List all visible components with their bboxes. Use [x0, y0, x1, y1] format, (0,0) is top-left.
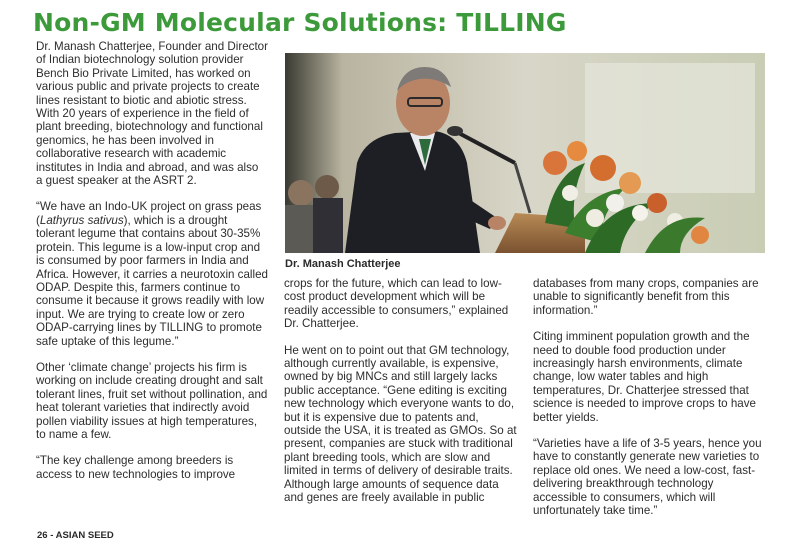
paragraph-continuation: crops for the future, which can lead to low-cost product development which will be readily accessible to consumers,” explained Dr. Chatterjee. [284, 277, 509, 331]
paragraph-quote-project [36, 200, 268, 347]
speaker-photo [285, 53, 765, 253]
quote-text-start: “We have an Indo-UK project on grass peas ( [36, 200, 262, 227]
quote-text-end: ), which is a drought tolerant legume that contains about 30-35% protein. This legume is a low-input crop and is consumed by poor farmers in India and Africa. However, it carries a neurotoxin called ODAP. Despite this, farmers continue to consume it because it grows readily with low input. We are trying to create low or zero ODAP-carrying lines by TILLING to promote safe uptake of this legume.” [36, 213, 268, 348]
paragraph-intro: Dr. Manash Chatterjee, Founder and Director of Indian biotechnology solution provider Bench Bio Private Limited, has worked on various public and private projects to create lines resistant to biotic and abiotic stress. With 20 years of experience in the field of plant breeding, biotechnology and functional genomics, he has been involved in collaborative research with academic institutes in India and abroad, and was also a guest speaker at the ASRT 2. [36, 40, 268, 188]
article-column-1 [36, 40, 268, 494]
page-footer [37, 530, 114, 541]
paragraph-databases: databases from many crops, companies are unable to significantly benefit from this information.” [533, 277, 759, 317]
paragraph-climate-projects: Other ‘climate change’ projects his firm is working on include creating drought and salt tolerant lines, fruit set without pollination, and heat tolerant varieties that indirectly avoid pollen viability issues at high temperatures, to name a few. [36, 360, 268, 441]
article-column-3 [533, 277, 765, 531]
footer-separator: - [47, 530, 56, 541]
page-number: 26 [37, 530, 48, 541]
paragraph-gm-technology: He went on to point out that GM technology, although currently available, is expensive, owned by big MNCs and still largely lacks public acceptance. “Gene editing is exciting new technology which everyone wants to do, but it is expensive due to patents and, outside the USA, it is treated as GMOs. So at present, companies are stuck with traditional plant breeding tools, which are slow and limited in terms of delivery of desirable traits. Although large amounts of sequence data and genes are freely available in public [284, 343, 517, 505]
page-title: Non-GM Molecular Solutions: TILLING [33, 8, 567, 37]
article-column-2 [284, 277, 519, 518]
paragraph-population-growth: Citing imminent population growth and the need to double food production under increasingly harsh environments, climate change, low water tables and high temperatures, Dr. Chatterjee stressed that science is needed to improve crops to have better yields. [533, 330, 756, 424]
paragraph-key-challenge: “The key challenge among breeders is access to new technologies to improve [36, 454, 236, 481]
publication-name: ASIAN SEED [55, 530, 114, 541]
species-name: Lathyrus sativus [39, 213, 124, 227]
paragraph-varieties: “Varieties have a life of 3-5 years, hence you have to constantly generate new varieties to replace old ones. We need a low-cost, fast-delivering breakthrough technology accessible to consumers, which will unfortunately take time.” [533, 437, 762, 518]
photo-caption: Dr. Manash Chatterjee [285, 258, 401, 270]
